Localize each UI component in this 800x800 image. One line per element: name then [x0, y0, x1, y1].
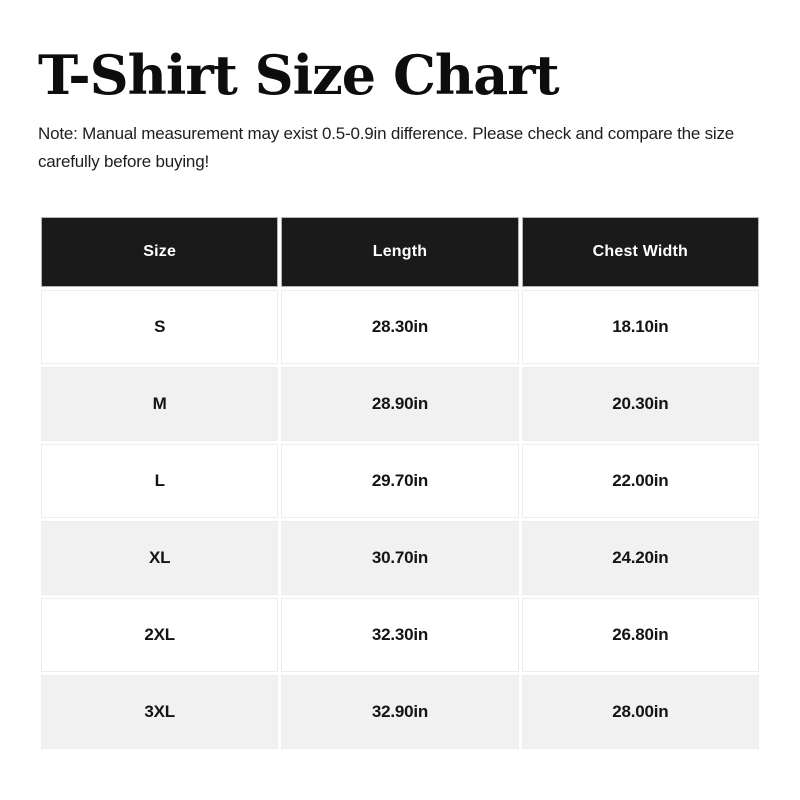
cell-length: 32.30in [281, 598, 518, 672]
cell-size: S [41, 290, 278, 364]
table-row [41, 290, 759, 364]
cell-chest-width: 28.00in [522, 675, 759, 749]
size-table [38, 214, 762, 752]
table-header-row [41, 217, 759, 287]
cell-chest-width: 24.20in [522, 521, 759, 595]
cell-size: 2XL [41, 598, 278, 672]
note-line-2: carefully before buying! [38, 151, 209, 171]
cell-size: XL [41, 521, 278, 595]
column-header-size: Size [41, 217, 278, 287]
column-header-chest-width: Chest Width [522, 217, 759, 287]
cell-chest-width: 18.10in [522, 290, 759, 364]
note-text [38, 120, 762, 176]
column-header-length: Length [281, 217, 518, 287]
table-row [41, 444, 759, 518]
cell-length: 32.90in [281, 675, 518, 749]
note-line-1: Note: Manual measurement may exist 0.5-0.9in difference. Please check and compare the size [38, 123, 735, 143]
cell-chest-width: 20.30in [522, 367, 759, 441]
cell-length: 28.90in [281, 367, 518, 441]
cell-length: 29.70in [281, 444, 518, 518]
cell-size: L [41, 444, 278, 518]
table-row [41, 521, 759, 595]
table-row [41, 598, 759, 672]
page-title: T-Shirt Size Chart [38, 43, 559, 107]
cell-size: 3XL [41, 675, 278, 749]
cell-size: M [41, 367, 278, 441]
cell-chest-width: 22.00in [522, 444, 759, 518]
cell-length: 28.30in [281, 290, 518, 364]
table-row [41, 367, 759, 441]
cell-length: 30.70in [281, 521, 518, 595]
table-row [41, 675, 759, 749]
cell-chest-width: 26.80in [522, 598, 759, 672]
